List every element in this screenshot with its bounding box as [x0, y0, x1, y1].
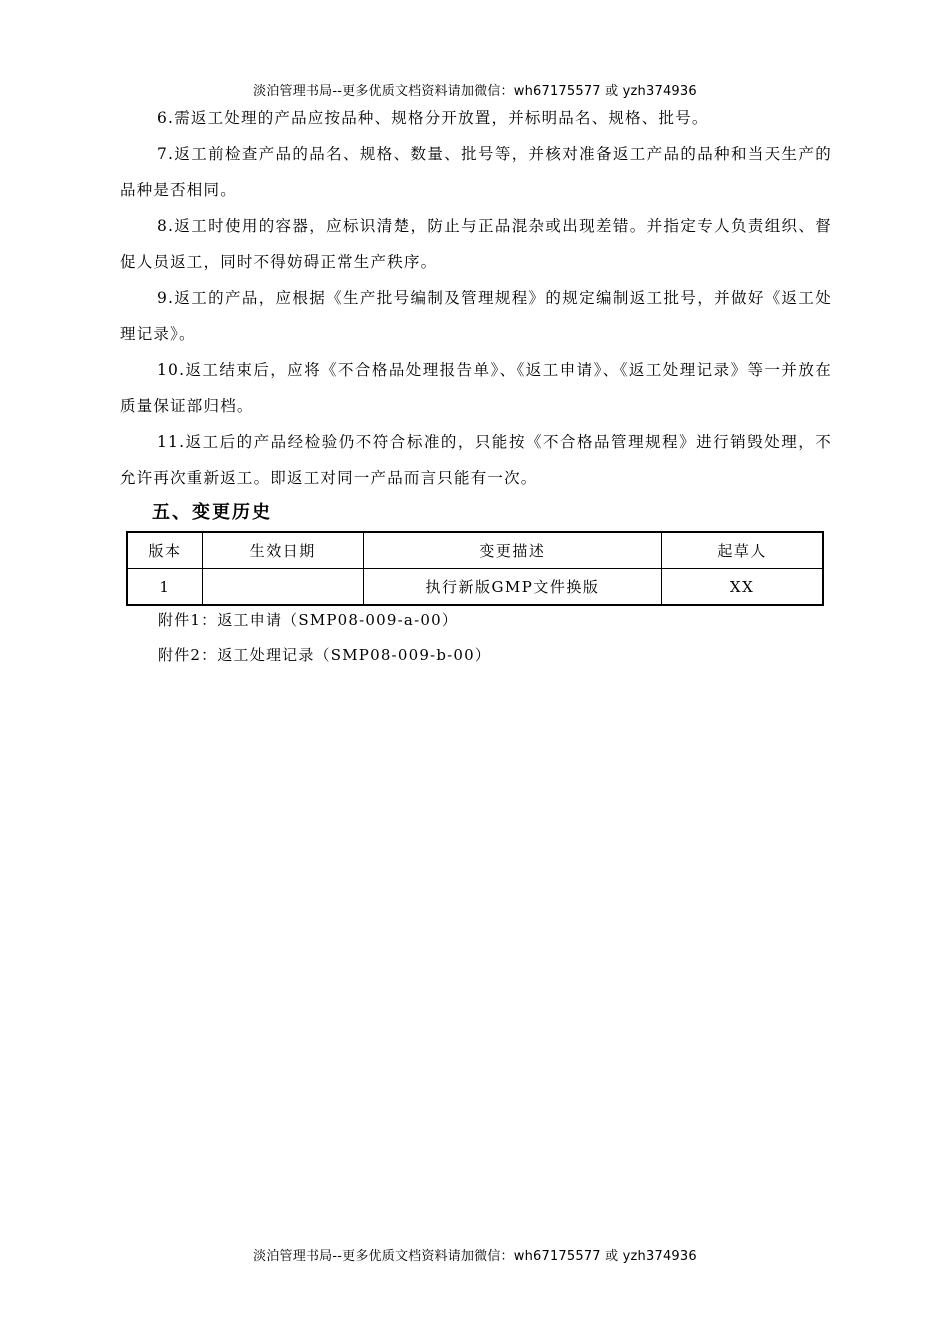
paragraph-6: 6.需返工处理的产品应按品种、规格分开放置，并标明品名、规格、批号。: [157, 109, 709, 127]
paragraph-9: 9.返工的产品，应根据《生产批号编制及管理规程》的规定编制返工批号，并做好《返工处理记录》。: [120, 289, 832, 343]
table-header-effective-date: 生效日期: [202, 532, 363, 569]
table-row: [127, 569, 823, 606]
paragraph-8: 8.返工时使用的容器，应标识清楚，防止与正品混杂或出现差错。并指定专人负责组织、督促人员返工，同时不得妨碍正常生产秩序。: [120, 217, 832, 271]
page-footer: 淡泊管理书局--更多优质文档资料请加微信：wh67175577 或 yzh374936: [253, 1249, 697, 1264]
paragraph-10: 10.返工结束后，应将《不合格品处理报告单》、《返工申请》、《返工处理记录》等一并放在质量保证部归档。: [120, 361, 832, 415]
table-header-description: 变更描述: [363, 532, 662, 569]
table-header-version: 版本: [127, 532, 202, 569]
page-header: 淡泊管理书局--更多优质文档资料请加微信：wh67175577 或 yzh374936: [253, 84, 697, 99]
table-header-row: [127, 532, 823, 569]
section-title-change-history: 五、变更历史: [152, 502, 272, 523]
document-body: [120, 100, 832, 530]
table-cell-effective-date: [202, 569, 363, 606]
table-cell-description: 执行新版GMP文件换版: [363, 569, 662, 606]
table-cell-author: XX: [662, 569, 823, 606]
table-header-author: 起草人: [662, 532, 823, 569]
attachment-1: 附件1：返工申请（SMP08-009-a-00）: [158, 611, 459, 629]
attachment-2: 附件2：返工处理记录（SMP08-009-b-00）: [158, 646, 492, 664]
paragraph-11: 11.返工后的产品经检验仍不符合标准的，只能按《不合格品管理规程》进行销毁处理，不允许再次重新返工。即返工对同一产品而言只能有一次。: [120, 433, 832, 487]
paragraph-7: 7.返工前检查产品的品名、规格、数量、批号等，并核对准备返工产品的品种和当天生产的品种是否相同。: [120, 145, 832, 199]
table-cell-version: 1: [127, 569, 202, 606]
change-history-table: [126, 531, 824, 606]
